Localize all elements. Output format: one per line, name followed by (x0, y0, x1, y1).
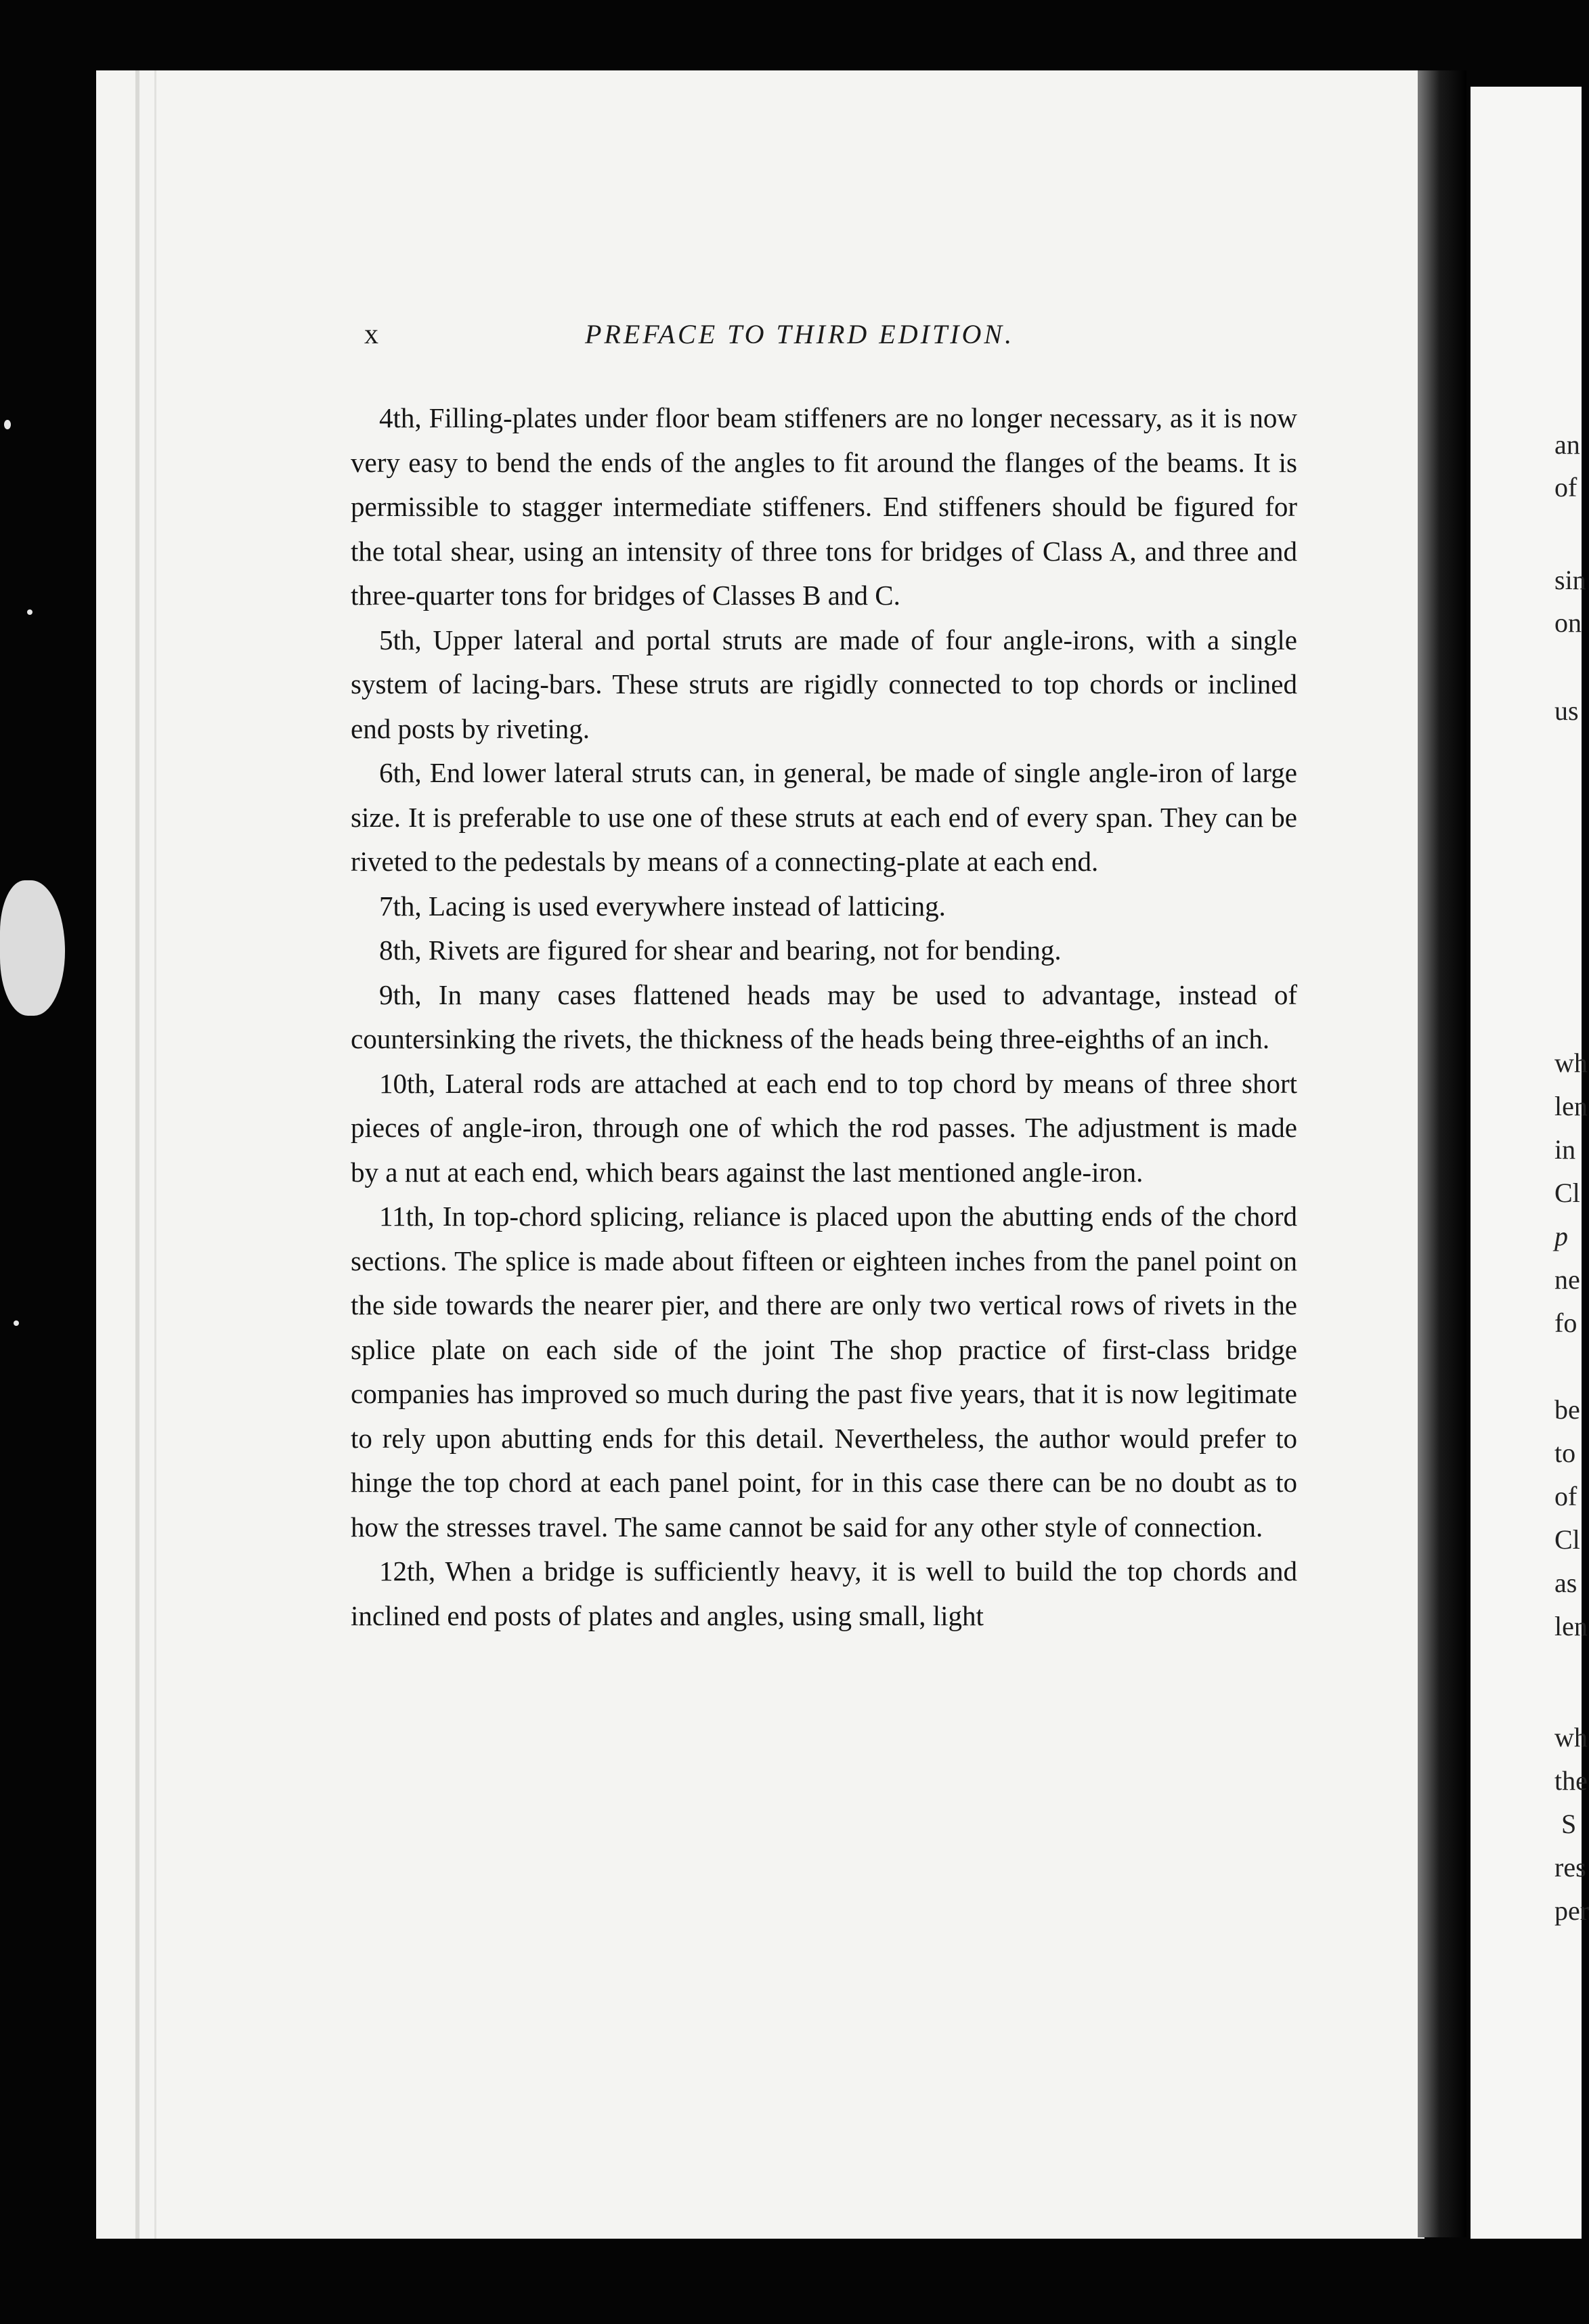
scanner-artifact (0, 880, 65, 1016)
paragraph: 5th, Upper lateral and portal struts are made of four angle-irons, with a single system of lacing-bars. These struts are rigidly connected to top chords or inclined end posts by riveting. (351, 624, 1297, 744)
book-gutter (1418, 70, 1466, 2237)
facing-page-fragment: Cl (1554, 1178, 1580, 1208)
facing-page-fragment: an (1554, 429, 1580, 460)
facing-page-fragment: Cl (1554, 1524, 1580, 1555)
body-text (351, 396, 1297, 1638)
facing-page-fragment: len (1554, 1611, 1588, 1641)
paragraph: 11th, In top-chord splicing, reliance is placed upon the abutting ends of the chord sections. The splice is made about fifteen or eighteen inches from the panel point on the side towards the nearer pier, and there are only two vertical rows of rivets in the splice plate on each side of the joint The shop practice of first-class bridge companies has improved so much during the past five years, that it is now legitimate to rely upon abutting ends for this detail. Nevertheless, the author would prefer to hinge the top chord at each panel point, for in this case there can be no doubt as to how the stresses travel. The same cannot be said for any other style of connection. (351, 1201, 1297, 1543)
facing-page-fragment: us (1554, 695, 1579, 726)
facing-page-fragment: len (1554, 1091, 1588, 1121)
facing-page-fragment: be (1554, 1394, 1580, 1425)
paragraph: 10th, Lateral rods are attached at each end to top chord by means of three short pieces of angle-iron, through one of which the rod passes. The adjustment is made by a nut at each end, which bears against the last mentioned angle-iron. (351, 1067, 1297, 1188)
facing-page-fragment: res (1554, 1852, 1586, 1882)
scanner-speck (27, 609, 32, 615)
facing-page-fragment: ne (1554, 1264, 1580, 1295)
facing-page-fragment: of (1554, 1481, 1577, 1511)
facing-page-fragment: fo (1554, 1308, 1577, 1338)
paragraph: 12th, When a bridge is sufficiently heavy, it is well to build the top chords and inclined end posts of plates and angles, using small, light (351, 1555, 1297, 1631)
facing-page-fragment: wh (1554, 1048, 1588, 1078)
page-edge (154, 70, 156, 2239)
facing-page (1471, 87, 1589, 2239)
facing-page-fragment: the (1554, 1765, 1588, 1796)
facing-page-fragment: of (1554, 472, 1577, 502)
paragraph: 4th, Filling-plates under floor beam stiffeners are no longer necessary, as it is now very easy to bend the ends of the angles to fit around the flanges of the beams. It is permissible to stagger intermediate stiffeners. End stiffeners should be figured for the total shear, using an intensity of three tons for bridges of Class A, and three and three-quarter tons for bridges of Classes B and C. (351, 402, 1297, 611)
facing-page-fragment: as (1554, 1568, 1577, 1598)
paragraph: 6th, End lower lateral struts can, in general, be made of single angle-iron of large size. It is preferable to use one of these struts at each end of every span. They can be riveted to the pedestals by means of a connecting-plate at each end. (351, 757, 1297, 877)
facing-page-fragment: to (1554, 1438, 1576, 1468)
facing-page-fragment: S (1561, 1809, 1577, 1839)
facing-page-fragment: sin (1554, 565, 1586, 595)
facing-page-fragment: per (1554, 1895, 1589, 1926)
running-head: PREFACE TO THIRD EDITION. (585, 319, 1015, 349)
facing-page-fragment: in (1554, 1134, 1576, 1165)
facing-page-fragment: p (1554, 1221, 1568, 1251)
page-edge (135, 70, 139, 2239)
paragraph: 8th, Rivets are figured for shear and bearing, not for bending. (379, 934, 1062, 966)
scanner-speck (4, 420, 11, 429)
page-number: x (364, 319, 378, 350)
paragraph: 9th, In many cases flattened heads may be used to advantage, instead of countersinking the rivets, the thickness of the heads being three-eighths of an inch. (351, 978, 1297, 1054)
facing-page-fragment: wh (1554, 1722, 1588, 1752)
paragraph: 7th, Lacing is used everywhere instead of latticing. (379, 890, 946, 922)
scanner-speck (14, 1320, 19, 1326)
facing-page-fragment: on (1554, 607, 1582, 638)
page-header (0, 318, 1582, 359)
